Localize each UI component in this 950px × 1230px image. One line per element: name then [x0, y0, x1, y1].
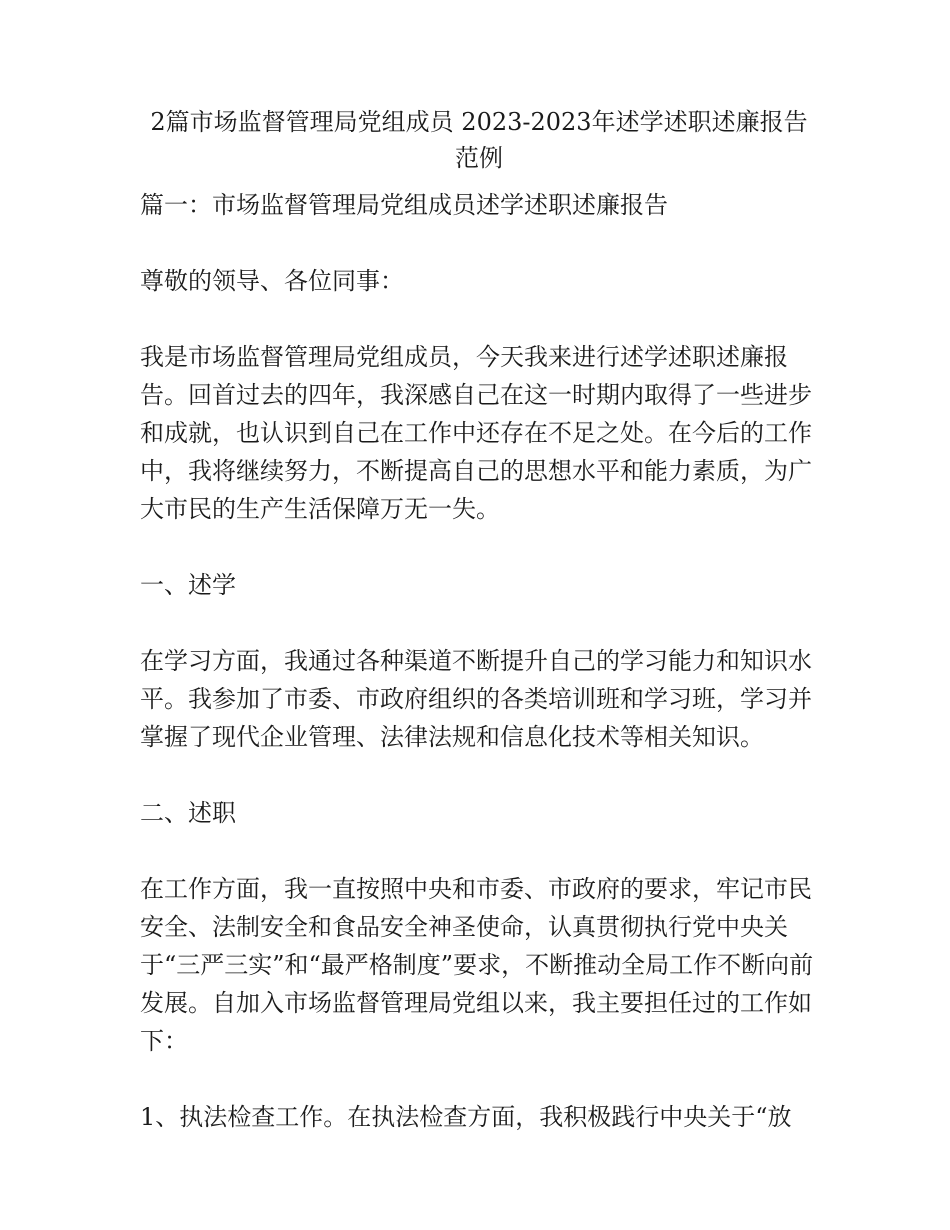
intro-paragraph: 我是市场监督管理局党组成员，今天我来进行述学述职述廉报告。回首过去的四年，我深感自己在这一时期内取得了一些进步和成就，也认识到自己在工作中还存在不足之处。在今后的工作中，我将继续努力，不断提高自己的思想水平和能力素质，为广大市民的生产生活保障万无一失。 [140, 343, 812, 523]
section-heading-part-one: 篇一：市场监督管理局党组成员述学述职述廉报告 [140, 191, 668, 219]
title-line-1: 2篇市场监督管理局党组成员 2023-2023年述学述职述廉报告 [150, 108, 808, 136]
enforcement-paragraph: 1、执法检查工作。在执法检查方面，我积极践行中央关于“放 [140, 1103, 792, 1131]
title-line-2: 范例 [455, 144, 503, 172]
study-paragraph: 在学习方面，我通过各种渠道不断提升自己的学习能力和知识水平。我参加了市委、市政府组织的各类培训班和学习班，学习并掌握了现代企业管理、法律法规和信息化技术等相关知识。 [140, 647, 812, 751]
duty-paragraph: 在工作方面，我一直按照中央和市委、市政府的要求，牢记市民安全、法制安全和食品安全神圣使命，认真贯彻执行党中央关于“三严三实”和“最严格制度”要求，不断推动全局工作不断向前发展。自加入市场监督管理局党组以来，我主要担任过的工作如下： [140, 875, 814, 1055]
heading-duty: 二、述职 [140, 799, 236, 827]
heading-study: 一、述学 [140, 571, 236, 599]
salutation: 尊敬的领导、各位同事： [140, 267, 404, 295]
document-title [140, 104, 818, 176]
